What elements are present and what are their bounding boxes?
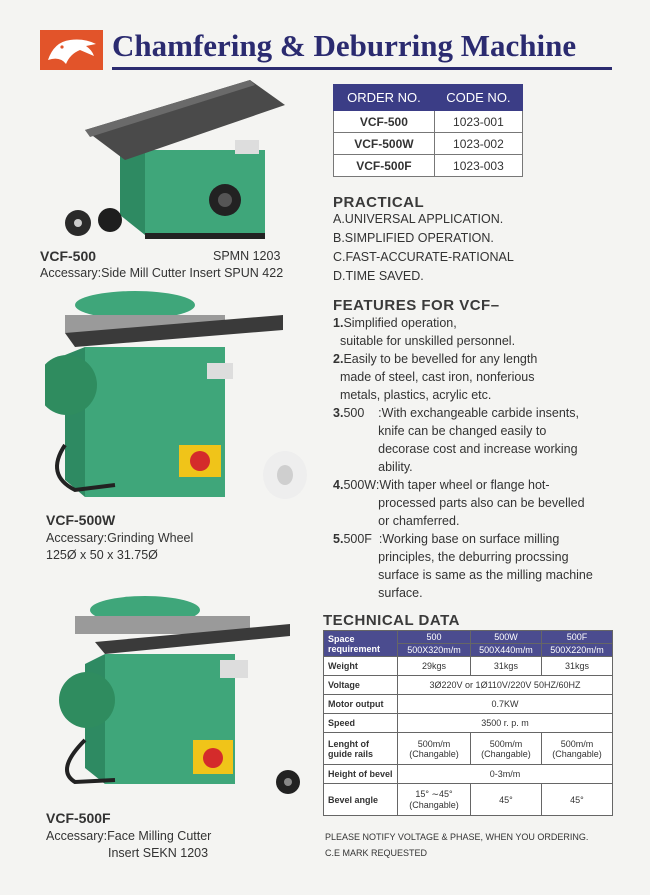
product-accessory: Insert SEKN 1203 [108,846,209,860]
table-row [324,733,613,765]
feature-line: knife can be changed easily to [333,424,547,438]
motor-value: 0.7KW [398,695,613,714]
feature-number: 2. [333,352,344,366]
vcf-500f-machine-image [55,590,315,800]
product-name: VCF-500F [46,810,111,826]
table-row [324,714,613,733]
table-row [324,657,613,676]
order-note: PLEASE NOTIFY VOLTAGE & PHASE, WHEN YOU ORDERING. [325,832,589,842]
feature-number: 5. [333,532,344,546]
product-code: SPMN 1203 [213,249,281,263]
bevel-height-value: 0-3m/m [398,765,613,784]
table-row [324,676,613,695]
table-row [334,155,523,177]
table-row [324,784,613,816]
space-value: 500X440m/m [470,644,541,657]
order-no-header: ORDER NO. [334,85,435,111]
features-heading: FEATURES FOR VCF– [333,297,500,314]
feature-number: 4. [333,478,344,492]
weight-value: 31kgs [470,657,541,676]
table-row [324,695,613,714]
order-code-cell: 1023-001 [434,111,522,133]
bevel-height-label: Height of bevel [324,765,398,784]
feature-line: surface is same as the milling machine [333,568,593,582]
feature-line: 500W:With taper wheel or flange hot- [343,478,550,492]
rails-value: 500m/m (Changable) [470,733,541,765]
practical-item: C.FAST-ACCURATE-RATIONAL [333,250,514,264]
space-label: Space requirement [324,631,398,657]
ce-note: C.E MARK REQUESTED [325,848,428,858]
speed-label: Speed [324,714,398,733]
order-model-cell: VCF-500F [334,155,435,177]
order-code-cell: 1023-003 [434,155,522,177]
order-model-cell: VCF-500 [334,111,435,133]
space-value: 500X220m/m [541,644,612,657]
product-accessory: Accessary:Grinding Wheel [46,531,194,545]
tech-data-heading: TECHNICAL DATA [323,612,460,629]
product-accessory: Accessary:Face Milling Cutter [46,829,212,843]
weight-value: 29kgs [398,657,471,676]
bevel-angle-label: Bevel angle [324,784,398,816]
model-header: 500F [541,631,612,644]
page-title: Chamfering & Deburring Machine [112,28,577,63]
rails-label: Lenght of guide rails [324,733,398,765]
table-row [324,765,613,784]
feature-item [333,476,593,530]
rails-value: 500m/m (Changable) [541,733,612,765]
tech-data-table [323,630,613,816]
vcf-500-machine-image [50,75,290,250]
voltage-label: Voltage [324,676,398,695]
practical-item: A.UNIVERSAL APPLICATION. [333,212,504,226]
feature-item [333,314,593,350]
speed-value: 3500 r. p. m [398,714,613,733]
product-name: VCF-500 [40,248,97,264]
motor-label: Motor output [324,695,398,714]
feature-item [333,530,593,602]
feature-line: principles, the deburring procssing [333,550,569,564]
bevel-angle-value: 15° ∼45° (Changable) [398,784,471,816]
order-model-cell: VCF-500W [334,133,435,155]
feature-line: 500F :Working base on surface milling [343,532,560,546]
feature-item [333,404,593,476]
table-row [324,631,613,644]
order-table [333,84,523,177]
code-no-header: CODE NO. [434,85,522,111]
table-row [334,133,523,155]
bevel-angle-value: 45° [470,784,541,816]
weight-value: 31kgs [541,657,612,676]
feature-line: metals, plastics, acrylic etc. [333,388,492,402]
feature-line: decorase cost and increase working [333,442,578,456]
title-underline [112,67,612,70]
feature-item [333,350,593,404]
feature-line: surface. [333,586,423,600]
feature-line: 500 :With exchangeable carbide insents, [343,406,579,420]
rails-value: 500m/m (Changable) [398,733,471,765]
vcf-500w-machine-image [45,285,325,505]
feature-number: 3. [333,406,344,420]
features-list [333,314,593,602]
model-header: 500W [470,631,541,644]
practical-item: B.SIMPLIFIED OPERATION. [333,231,494,245]
practical-heading: PRACTICAL [333,194,425,211]
weight-label: Weight [324,657,398,676]
model-header: 500 [398,631,471,644]
feature-line: processed parts also can be bevelled [333,496,585,510]
feature-line: Easily to be bevelled for any length [343,352,538,366]
voltage-value: 3Ø220V or 1Ø110V/220V 50HZ/60HZ [398,676,613,695]
product-name: VCF-500W [46,512,116,528]
product-accessory: Accessary:Side Mill Cutter Insert SPUN 422 [40,266,284,280]
feature-line: made of steel, cast iron, nonferious [333,370,535,384]
product-accessory: 125Ø x 50 x 31.75Ø [46,548,158,562]
practical-item: D.TIME SAVED. [333,269,424,283]
feature-line: ability. [333,460,413,474]
feature-line: suitable for unskilled personnel. [333,334,516,348]
space-value: 500X320m/m [398,644,471,657]
feature-number: 1. [333,316,344,330]
eagle-logo-icon [40,30,103,70]
feature-line: or chamferred. [333,514,460,528]
table-row [334,111,523,133]
bevel-angle-value: 45° [541,784,612,816]
order-code-cell: 1023-002 [434,133,522,155]
feature-line: Simplified operation, [343,316,457,330]
